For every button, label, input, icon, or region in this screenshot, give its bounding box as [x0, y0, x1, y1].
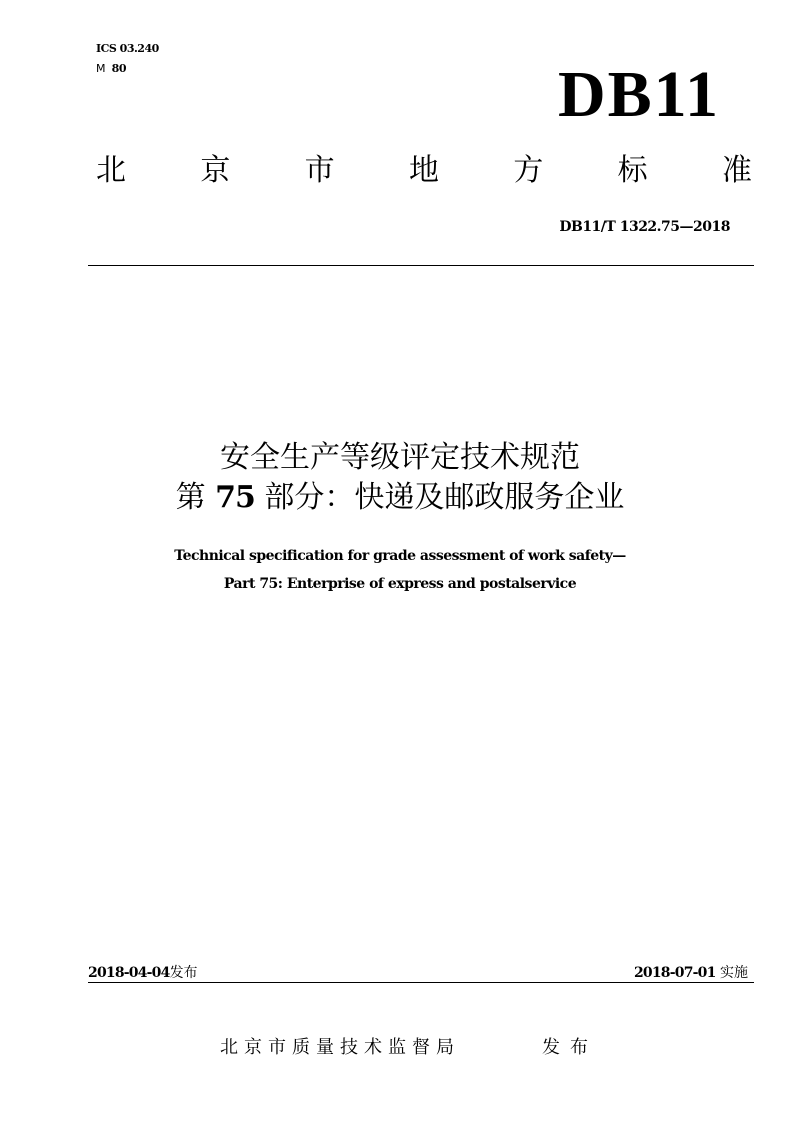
title-part-prefix: 第 [175, 480, 206, 515]
publish-label: 发布 [542, 1037, 598, 1058]
top-divider [88, 265, 754, 266]
standard-label-char: 市 [304, 153, 335, 188]
issue-date-label: 发布 [169, 965, 198, 981]
ccs-code [96, 62, 126, 75]
implementation-date [634, 962, 748, 982]
issue-date [88, 962, 198, 982]
title-part-number: 75 [215, 480, 255, 515]
ccs-prefix: M [96, 62, 105, 75]
standard-label-char: 京 [200, 153, 231, 188]
standard-label [96, 153, 752, 188]
issue-date-value: 2018-04-04 [88, 965, 170, 981]
db11-logo: DB11 [557, 58, 720, 131]
bottom-divider [88, 982, 754, 983]
standard-label-char: 准 [721, 153, 752, 188]
implementation-date-label: 实施 [720, 965, 748, 981]
standard-number: DB11/T 1322.75—2018 [559, 219, 730, 235]
implementation-date-value: 2018-07-01 [633, 965, 716, 981]
ics-code: ICS 03.240 [96, 42, 159, 55]
title-part-suffix: 部分：快递及邮政服务企业 [264, 480, 625, 515]
standard-label-char: 标 [617, 153, 648, 188]
standard-label-char: 方 [513, 153, 544, 188]
standard-label-char: 地 [408, 153, 439, 188]
standard-label-char: 北 [96, 153, 126, 188]
title-english-line2: Part 75: Enterprise of express and postalservice [223, 576, 577, 592]
title-chinese-line2 [0, 478, 800, 517]
ccs-number: 80 [111, 62, 126, 75]
title-chinese-line1: 安全生产等级评定技术规范 [220, 440, 580, 475]
publisher-name: 北京市质量技术监督局 [220, 1037, 460, 1058]
title-english-line1: Technical specification for grade assessment of work safety— [174, 548, 626, 564]
